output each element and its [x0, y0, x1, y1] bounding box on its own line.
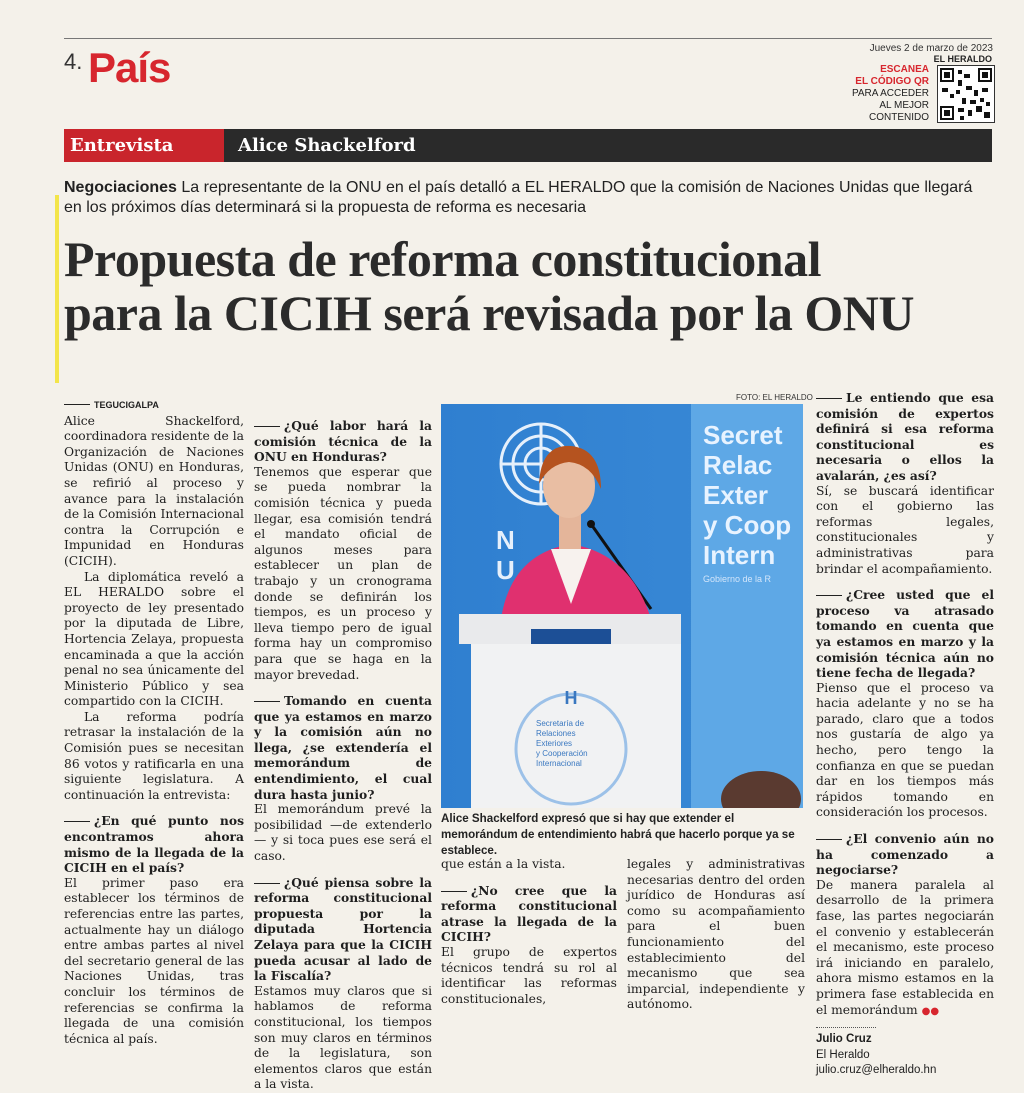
qr-promo-line: PARA ACCEDER	[851, 88, 929, 99]
svg-text:Exter: Exter	[703, 480, 769, 510]
interview-question	[816, 831, 994, 878]
page-number: 4.	[64, 49, 83, 74]
author-org: El Heraldo	[816, 1048, 870, 1061]
photo-credit: FOTO: EL HERALDO	[736, 393, 813, 402]
qr-promo-line: EL CÓDIGO QR	[855, 76, 929, 87]
issue-date: Jueves 2 de marzo de 2023	[869, 43, 993, 54]
svg-text:N: N	[496, 525, 515, 555]
interview-answer-cont	[627, 857, 805, 1013]
svg-text:Relac: Relac	[703, 450, 773, 480]
interview-answer	[441, 945, 617, 1007]
answer-text: legales y administrativas necesarias dentro del orden jurídico de Honduras así como su acompañamiento para el buen funcionamiento del establecimiento del mecanismo que sea imparcial, independiente y autónomo.	[627, 857, 805, 1012]
dash-rule	[254, 883, 280, 884]
dash-rule	[64, 821, 90, 822]
dash-rule	[254, 426, 280, 427]
continuation-text: que están a la vista.	[441, 857, 566, 871]
paragraph: La diplomática reveló a EL HERALDO sobre el proyecto de ley presentado por la diputada de Libre, Hortencia Zelaya, propuesta encaminada a que la acción penal no sea únicamente del Ministerio Público y sea compartido con la CICIH.	[64, 569, 244, 709]
category-tag: Entrevista	[64, 129, 224, 162]
interview-question	[441, 883, 617, 945]
qr-promo-line: AL MEJOR	[879, 100, 929, 111]
svg-text:U: U	[496, 555, 515, 585]
qr-code-icon[interactable]	[937, 65, 995, 123]
question-text: ¿Cree usted que el proceso va atrasado tomando en cuenta que ya estamos en marzo y la comisión técnica aún no tiene fecha de llegada?	[816, 587, 994, 681]
author-name: Julio Cruz	[816, 1033, 872, 1046]
photo-caption: Alice Shackelford expresó que si hay que extender el memorándum de entendimiento habrá que hacerlo porque ya se establece.	[441, 812, 795, 857]
article-column-4	[627, 857, 805, 1013]
interview-question	[816, 390, 994, 484]
question-text: Le entiendo que esa comisión de expertos definirá si esa reforma constitucional es necesaria o ellos la avalarán, ¿es así?	[816, 390, 994, 483]
svg-text:Intern: Intern	[703, 540, 776, 570]
interview-answer-cont	[441, 857, 617, 873]
podium-sign-text: Secretaría de	[536, 719, 585, 728]
dateline: TEGUCIGALPA	[94, 400, 159, 410]
headline	[64, 232, 1004, 340]
interview-answer: El primer paso era establecer los términos de referencias entre las partes, actualmente hay un diálogo entre ambas partes al nivel del secretario general de las Naciones Unidas, tras concluir los términos de referencias se confirma la llegada de una comisión técnica al país.	[64, 875, 244, 1046]
deck-lead: Negociaciones	[64, 179, 177, 196]
question-text: ¿En qué punto nos encontramos ahora mismo de la llegada de la CICIH en el país?	[64, 813, 244, 876]
bg-sign-text: Secret	[703, 420, 783, 450]
article-photo	[441, 404, 803, 808]
qr-promo-line: ESCANEA	[880, 64, 929, 75]
author-email[interactable]: julio.cruz@elheraldo.hn	[816, 1064, 937, 1077]
question-text: ¿Qué piensa sobre la reforma constitucional propuesta por la diputada Hortencia Zelaya para que la CICIH pueda acusar al lado de la Fiscalía?	[254, 874, 432, 984]
svg-text:Relaciones: Relaciones	[536, 729, 576, 738]
interview-answer: Tenemos que esperar que se pueda nombrar la comisión técnica y pueda llegar, esa comisión tendrá el mandato oficial de algunos meses para establecer un plan de trabajo y un cronograma donde se definirán los tiempos, es un proceso y lleva tiempo pero de igual forma hay un compromiso para que se haga en la mayor brevedad.	[254, 464, 432, 682]
svg-text:H: H	[564, 688, 578, 708]
question-text: ¿Qué labor hará la comisión técnica de la ONU en Honduras?	[254, 418, 432, 465]
speaker-photo-illustration	[441, 404, 803, 808]
svg-text:y Coop: y Coop	[703, 510, 792, 540]
svg-text:Exteriores: Exteriores	[536, 739, 573, 748]
article-column-2	[254, 390, 432, 1093]
question-text: Tomando en cuenta que ya estamos en marzo y la comisión aún no llega, ¿se extendería el memorándum de entendimiento, el cual dura hasta junio?	[254, 693, 432, 802]
question-text: ¿El convenio aún no ha comenzado a negociarse?	[816, 831, 994, 878]
deck-text: La representante de la ONU en el país detalló a EL HERALDO que la comisión de Naciones Unidas que llegará en los próximos días determinará si la propuesta de reforma es necesaria	[64, 179, 973, 216]
dash-rule	[816, 595, 842, 596]
svg-text:Internacional: Internacional	[536, 759, 582, 768]
qr-promo-line: CONTENIDO	[869, 112, 929, 123]
svg-text:y Cooperación: y Cooperación	[536, 749, 588, 758]
interview-answer: Sí, se buscará identificar con el gobierno las reformas legales, constitucionales y administrativas para brindar el acompañamiento.	[816, 483, 994, 576]
interview-question	[64, 813, 244, 875]
interview-answer	[816, 878, 994, 1019]
section-title: País	[88, 44, 171, 91]
headline-line: Propuesta de reforma constitucional	[64, 231, 821, 287]
answer-text: El grupo de expertos técnicos tendrá su rol al identificar las reformas constitucionales,	[441, 944, 617, 1006]
interviewee-name: Alice Shackelford	[238, 135, 416, 156]
headline-line: para la CICIH será revisada por la ONU	[64, 285, 914, 341]
interview-answer: Pienso que el proceso va hacia adelante y no se ha parado, claro que a todos nos gustaría de algo ya hecho, pero tengo la confianza en que se puedan dar en los tiempos más rápidos tomando en consideración los procesos.	[816, 680, 994, 820]
interview-answer: Estamos muy claros que si hablamos de reforma constitucional, los tiempos son muy claros en términos de la legislatura, son elementos claros que están a la vista.	[254, 983, 432, 1092]
dash-rule	[441, 891, 467, 892]
interview-question	[254, 418, 432, 465]
interview-answer: El memorándum prevé la posibilidad —de extenderlo— y si toca pues ese será el caso.	[254, 802, 432, 864]
highlight-mark	[55, 195, 59, 383]
deck	[64, 178, 994, 218]
paragraph: La reforma podría retrasar la instalación de la Comisión pues se necesitan 86 votos y ratificarla en una siguiente legislatura. A continuación la entrevista:	[64, 709, 244, 802]
interview-question	[816, 587, 994, 681]
dash-rule	[816, 398, 842, 399]
article-column-1	[64, 397, 244, 1047]
interview-question	[254, 693, 432, 802]
interview-question	[254, 875, 432, 984]
end-mark-icon: ●●	[921, 1005, 940, 1017]
answer-text: De manera paralela al desarrollo de la primera fase, las partes negociarán el convenio y establecerán el mecanismo, este proceso irá iniciando en paralelo, ahora mismo estamos en la primera fase establecida en el memorándum	[816, 877, 994, 1017]
byline-rule	[816, 1027, 876, 1028]
top-rule	[64, 38, 992, 39]
article-column-3	[441, 857, 617, 1007]
brand-name: EL HERALDO	[933, 54, 992, 64]
svg-text:Gobierno de la R: Gobierno de la R	[703, 574, 772, 584]
paragraph: Alice Shackelford, coordinadora residente de la Organización de Naciones Unidas (ONU) en Honduras, se refirió al proceso y avance para la instalación de la Comisión Internacional contra la Corrupción e Impunidad en Honduras (CICIH).	[64, 413, 244, 568]
article-column-5	[816, 390, 994, 1079]
question-text: ¿No cree que la reforma constitucional atrase la llegada de la CICIH?	[441, 882, 617, 945]
qr-promo	[852, 64, 929, 124]
dash-rule	[254, 701, 280, 702]
dash-rule	[64, 404, 90, 405]
dash-rule	[816, 839, 842, 840]
